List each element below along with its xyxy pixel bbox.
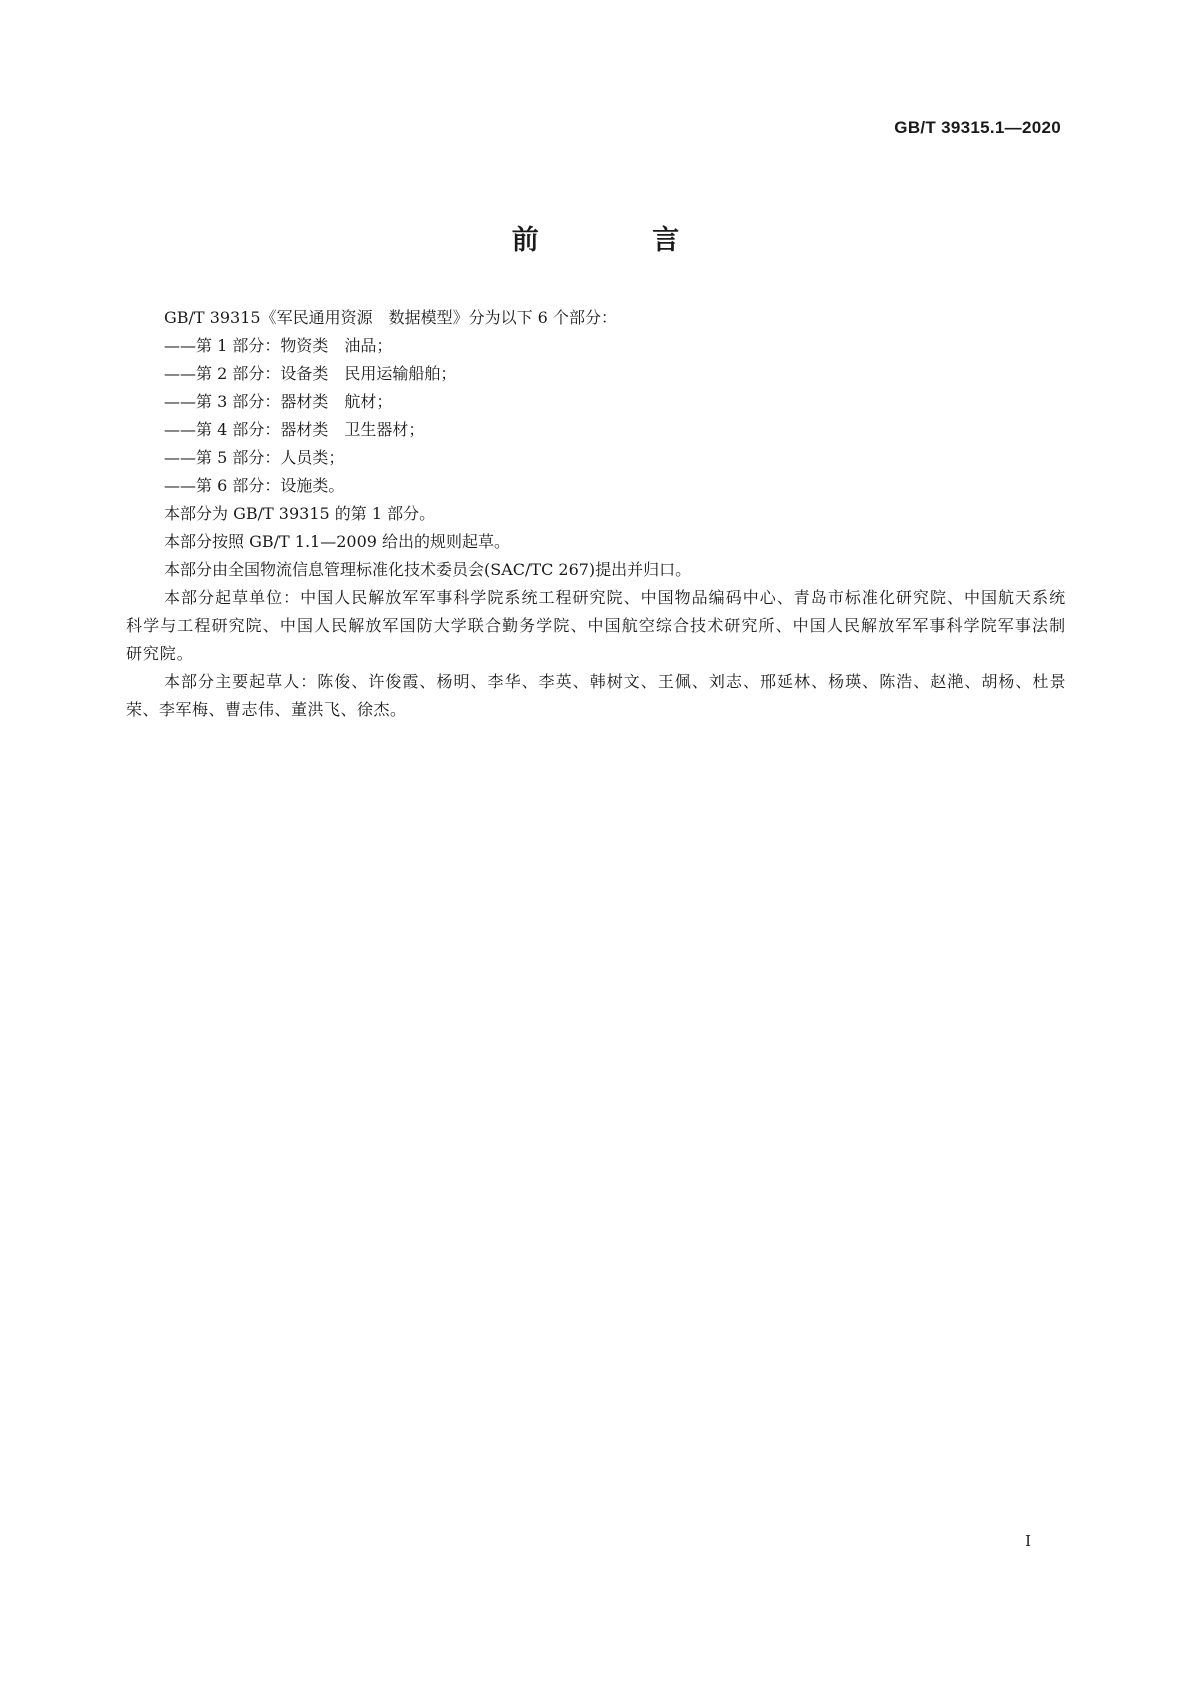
drafting-rules-paragraph: 本部分按照 GB/T 1.1—2009 给出的规则起草。 (164, 532, 511, 551)
page-number: I (1025, 1532, 1031, 1550)
part-list-item: ——第 3 部分：器材类 航材； (164, 392, 393, 411)
part-list-item: ——第 2 部分：设备类 民用运输船舶； (164, 364, 457, 383)
part-list-item: ——第 6 部分：设施类。 (164, 476, 345, 495)
part-list-item: ——第 1 部分：物资类 油品； (164, 336, 393, 355)
drafting-units-paragraph: 本部分起草单位：中国人民解放军军事科学院系统工程研究院、中国物品编码中心、青岛市标准化研究院、中国航天系统科学与工程研究院、中国人民解放军国防大学联合勤务学院、中国航空综合技术研究所、中国人民解放军军事科学院军事法制研究院。 (126, 588, 1066, 663)
part-list-item: ——第 5 部分：人员类； (164, 448, 345, 467)
foreword-title: 前 言 (511, 225, 732, 256)
drafters-paragraph: 本部分主要起草人：陈俊、许俊霞、杨明、李华、李英、韩树文、王佩、刘志、邢延林、杨瑛、陈浩、赵滟、胡杨、杜景荣、李军梅、曹志伟、董洪飞、徐杰。 (126, 672, 1066, 719)
parts-intro-paragraph: GB/T 39315《军民通用资源 数据模型》分为以下 6 个部分： (164, 308, 617, 327)
part-statement-paragraph: 本部分为 GB/T 39315 的第 1 部分。 (164, 504, 436, 523)
proposer-paragraph: 本部分由全国物流信息管理标准化技术委员会(SAC/TC 267)提出并归口。 (164, 560, 692, 579)
standard-number: GB/T 39315.1—2020 (894, 118, 1061, 137)
part-list-item: ——第 4 部分：器材类 卫生器材； (164, 420, 425, 439)
foreword-body (126, 304, 1066, 724)
